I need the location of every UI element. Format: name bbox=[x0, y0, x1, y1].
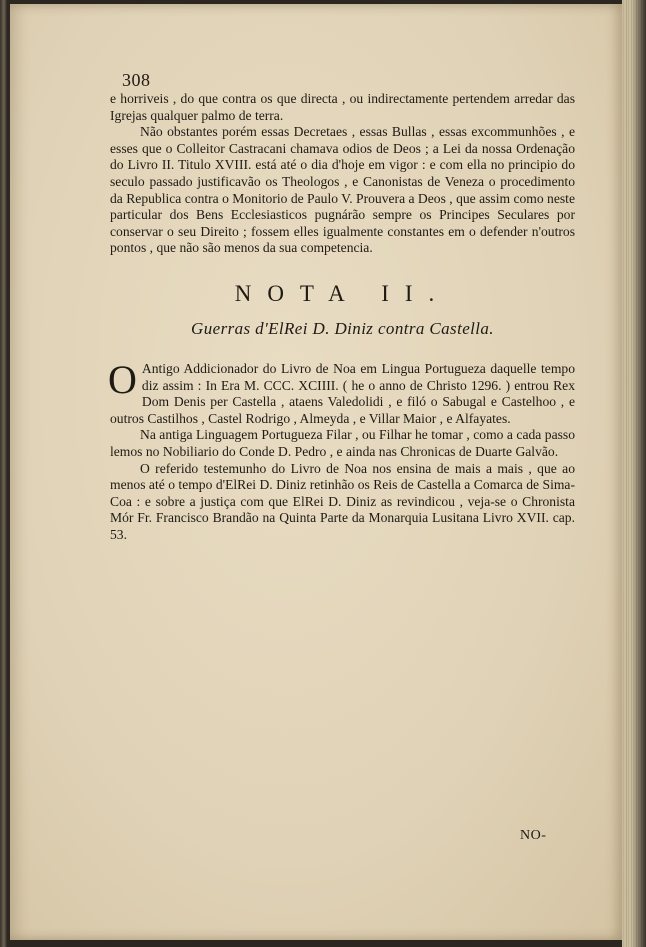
page-text bbox=[110, 70, 575, 543]
section-subtitle: Guerras d'ElRei D. Diniz contra Castella. bbox=[191, 318, 494, 338]
paragraph-text: Antigo Addicionador do Livro de Noa em Lingua Portugueza daquelle tempo diz assim : In Era M. CCC. XCIIII. ( he o anno de Christo 1296. ) entrou Rex Dom Denis per Castella , ataens Valedolidi , e filó o Sabugal e Castelhoo , e outros Castilhos , Castel Rodrigo , Almeyda , e Villar Maior , e Alfayates. bbox=[110, 360, 575, 426]
paragraph-dropcap bbox=[108, 356, 575, 427]
page-edges bbox=[622, 0, 646, 947]
page-number: 308 bbox=[122, 70, 151, 90]
paragraph: O referido testemunho do Livro de Noa nos ensina de mais a mais , que ao menos até o tempo d'ElRei D. Diniz retinhão os Reis de Castella a Comarca de Sima-Coa : e sobre a justiça com que ElRei D. Diniz as revindicou , veja-se o Chronista Mór Fr. Francisco Brandão na Quinta Parte da Monarquia Lusitana Livro XVII. cap. 53. bbox=[110, 460, 575, 542]
paragraph: Não obstantes porém essas Decretaes , essas Bullas , essas excommunhões , e esses que o Colleitor Castracani chamava odios de Deos ; a Lei da nossa Ordenação do Livro II. Titulo XVIII. está até o dia d'hoje em vigor : e com ella no principio do seculo passado justificavão os Theologos , e Canonistas de Veneza o procedimento da Republica contra o Monitorio de Paulo V. Prouvera a Deos , que assim como neste particular dos Bens Ecclesiasticos pugnárão sempre os Principes Seculares por conservar o seu Direito ; fossem elles igualmente constantes em o defender n'outros pontos , que não são menos da sua competencia. bbox=[110, 124, 575, 256]
drop-capital: O bbox=[108, 356, 137, 402]
catchword: NO- bbox=[520, 828, 547, 843]
paragraph: Na antiga Linguagem Portugueza Filar , ou Filhar he tomar , como a cada passo lemos no Nobiliario do Conde D. Pedro , e ainda nas Chronicas de Duarte Galvão. bbox=[110, 427, 575, 459]
section-heading: NOTA II. bbox=[234, 280, 451, 306]
paragraph-continued: e horriveis , do que contra os que directa , ou indirectamente pertendem arredar das Igrejas qualquer palmo de terra. bbox=[110, 91, 575, 123]
